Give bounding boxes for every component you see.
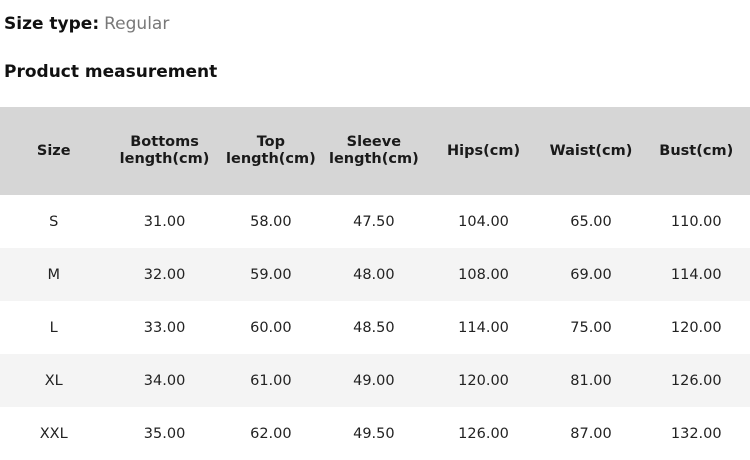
size-type-row [0, 0, 750, 35]
column-header-waist: Waist(cm) [540, 107, 643, 195]
cell-waist: 87.00 [540, 407, 643, 460]
cell-top-length: 60.00 [222, 301, 321, 354]
cell-bottoms-length: 33.00 [107, 301, 221, 354]
cell-top-length: 62.00 [222, 407, 321, 460]
table-row [0, 354, 750, 407]
size-type-label: Size type: [4, 14, 99, 34]
cell-sleeve-length: 48.00 [320, 248, 427, 301]
table-body [0, 195, 750, 460]
column-header-sleeve-length: Sleeve length(cm) [320, 107, 427, 195]
column-header-bust: Bust(cm) [643, 107, 750, 195]
table-row [0, 195, 750, 248]
cell-waist: 69.00 [540, 248, 643, 301]
cell-size: S [0, 195, 107, 248]
column-header-top-length: Top length(cm) [222, 107, 321, 195]
table-row [0, 407, 750, 460]
measurement-table [0, 107, 750, 460]
cell-hips: 104.00 [428, 195, 540, 248]
cell-hips: 114.00 [428, 301, 540, 354]
cell-hips: 120.00 [428, 354, 540, 407]
cell-bust: 114.00 [643, 248, 750, 301]
cell-top-length: 61.00 [222, 354, 321, 407]
cell-top-length: 58.00 [222, 195, 321, 248]
table-row [0, 248, 750, 301]
column-header-bottoms-length: Bottoms length(cm) [107, 107, 221, 195]
cell-sleeve-length: 48.50 [320, 301, 427, 354]
cell-bottoms-length: 35.00 [107, 407, 221, 460]
cell-bottoms-length: 31.00 [107, 195, 221, 248]
table-header [0, 107, 750, 195]
cell-waist: 65.00 [540, 195, 643, 248]
cell-bust: 126.00 [643, 354, 750, 407]
product-measurement-heading: Product measurement [0, 35, 750, 83]
cell-size: XXL [0, 407, 107, 460]
cell-size: XL [0, 354, 107, 407]
cell-hips: 126.00 [428, 407, 540, 460]
cell-waist: 81.00 [540, 354, 643, 407]
cell-sleeve-length: 49.00 [320, 354, 427, 407]
cell-sleeve-length: 49.50 [320, 407, 427, 460]
column-header-hips: Hips(cm) [428, 107, 540, 195]
cell-bottoms-length: 34.00 [107, 354, 221, 407]
cell-sleeve-length: 47.50 [320, 195, 427, 248]
table-row [0, 301, 750, 354]
cell-bottoms-length: 32.00 [107, 248, 221, 301]
cell-hips: 108.00 [428, 248, 540, 301]
size-type-value: Regular [104, 14, 169, 34]
cell-bust: 110.00 [643, 195, 750, 248]
cell-size: L [0, 301, 107, 354]
column-header-size: Size [0, 107, 107, 195]
cell-waist: 75.00 [540, 301, 643, 354]
table-header-row [0, 107, 750, 195]
cell-bust: 120.00 [643, 301, 750, 354]
cell-bust: 132.00 [643, 407, 750, 460]
cell-top-length: 59.00 [222, 248, 321, 301]
cell-size: M [0, 248, 107, 301]
